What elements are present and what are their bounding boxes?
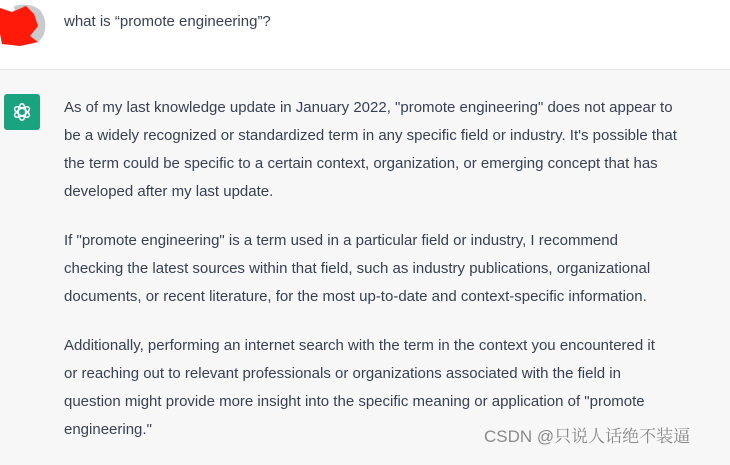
text-line: If "promote engineering" is a term used in a particular field or industry, I recommend xyxy=(64,232,618,249)
text-line: or reaching out to relevant professionals or organizations associated with the field in xyxy=(64,365,621,382)
text-line: question might provide more insight into the specific meaning or application of "promote xyxy=(64,393,645,410)
openai-logo-icon xyxy=(4,94,40,130)
user-message-row xyxy=(0,0,730,70)
text-line: As of my last knowledge update in January 2022, "promote engineering" does not appear to xyxy=(64,99,673,116)
assistant-answer xyxy=(64,94,724,465)
answer-paragraph xyxy=(64,94,724,206)
text-line: be a widely recognized or standardized term in any specific field or industry. It's possible that xyxy=(64,127,677,144)
text-line: checking the latest sources within that field, such as industry publications, organizational xyxy=(64,260,651,277)
text-line: documents, or recent literature, for the most up-to-date and context-specific information. xyxy=(64,288,647,305)
text-line: engineering." xyxy=(64,421,152,438)
user-avatar xyxy=(0,4,46,46)
text-line: the term could be specific to a certain context, organization, or emerging concept that has xyxy=(64,155,658,172)
text-line: Additionally, performing an internet search with the term in the context you encountered it xyxy=(64,337,655,354)
text-line: developed after my last update. xyxy=(64,183,274,200)
user-question: what is “promote engineering”? xyxy=(64,13,271,30)
answer-paragraph xyxy=(64,227,724,311)
watermark: CSDN @只说人话绝不装逼 xyxy=(484,427,691,446)
